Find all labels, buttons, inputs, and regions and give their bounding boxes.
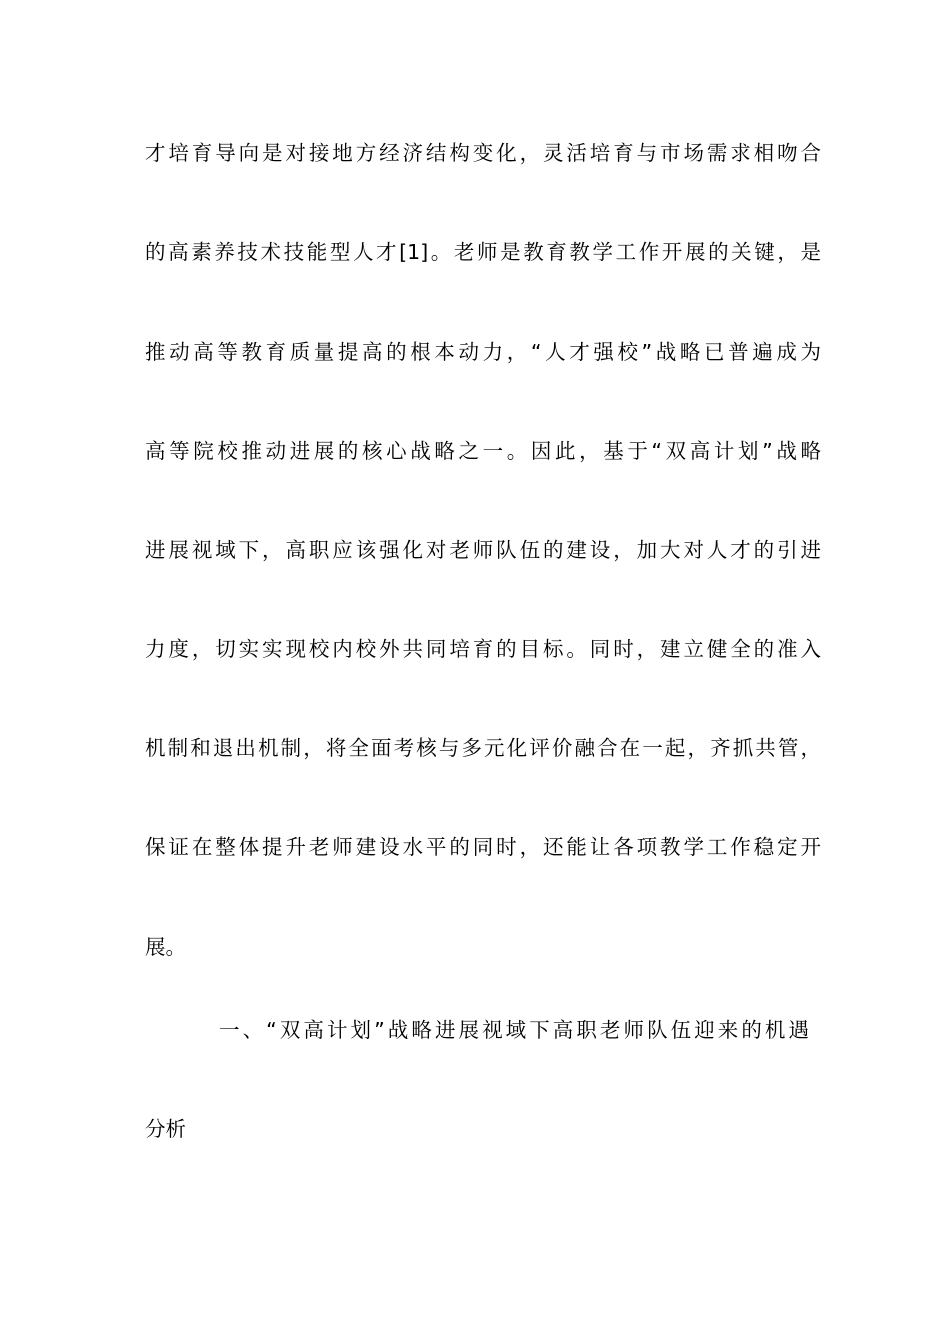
paragraph-line: 才培育导向是对接地方经济结构变化，灵活培育与市场需求相吻合: [145, 141, 821, 165]
section-heading: 一、“双高计划”战略进展视域下高职老师队伍迎来的机遇: [219, 1018, 809, 1042]
paragraph-line: 推动高等教育质量提高的根本动力，“人才强校”战略已普遍成为: [145, 340, 821, 364]
paragraph-line: 保证在整体提升老师建设水平的同时，还能让各项教学工作稳定开: [145, 835, 821, 859]
paragraph-line: 机制和退出机制，将全面考核与多元化评价融合在一起，齐抓共管，: [145, 736, 821, 760]
paragraph-line: 高等院校推动进展的核心战略之一。因此，基于“双高计划”战略: [145, 439, 821, 463]
paragraph-line-last: 展。: [145, 935, 186, 959]
paragraph-line: 力度，切实实现校内校外共同培育的目标。同时，建立健全的准入: [145, 637, 821, 661]
section-heading-continued: 分析: [145, 1117, 186, 1141]
paragraph-line: 的高素养技术技能型人才[1]。老师是教育教学工作开展的关键，是: [145, 240, 821, 264]
paragraph-line: 进展视域下，高职应该强化对老师队伍的建设，加大对人才的引进: [145, 538, 821, 562]
